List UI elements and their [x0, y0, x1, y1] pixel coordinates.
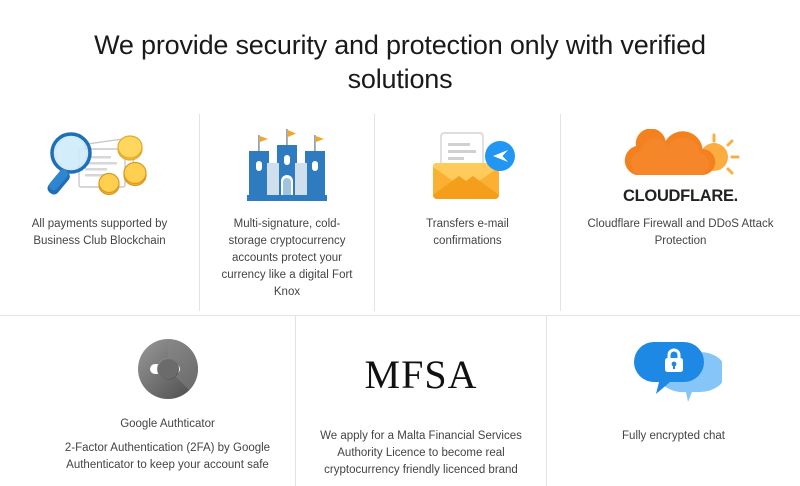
mfsa-wordmark-text: MFSA — [364, 351, 478, 397]
email-envelope-send-icon — [413, 126, 523, 208]
cloudflare-logo-icon — [606, 126, 756, 208]
security-features-page — [0, 18, 800, 486]
feature-card-google-authenticator[interactable] — [40, 316, 295, 486]
feature-caption: We apply for a Malta Financial Services Authority Licence to become real cryptocurrency friendly licenced brand — [320, 430, 522, 477]
feature-card-blockchain-payments[interactable] — [0, 114, 199, 311]
feature-caption: Fully encrypted chat — [622, 430, 725, 443]
features-row-1 — [0, 114, 800, 311]
feature-caption: Cloudflare Firewall and DDoS Attack Protection — [587, 218, 774, 248]
feature-caption: All payments supported by Business Club Blockchain — [31, 218, 168, 248]
feature-card-mfsa-licence[interactable] — [296, 316, 546, 486]
google-authenticator-icon — [130, 328, 206, 410]
magnifier-documents-coins-icon — [35, 126, 165, 208]
mfsa-wordmark-icon — [365, 328, 478, 420]
feature-caption: Transfers e-mail confirmations — [426, 218, 509, 248]
castle-fort-icon — [239, 126, 335, 208]
feature-card-cloudflare[interactable] — [561, 114, 800, 311]
feature-card-cold-storage[interactable] — [200, 114, 374, 311]
feature-caption: 2-Factor Authentication (2FA) by Google Authenticator to keep your account safe — [64, 442, 271, 472]
cloudflare-wordmark: CLOUDFLARE. — [623, 186, 738, 205]
feature-card-email-confirmations[interactable] — [375, 114, 560, 311]
feature-card-encrypted-chat[interactable] — [547, 316, 800, 486]
encrypted-chat-lock-icon — [626, 328, 722, 420]
feature-caption: Multi-signature, cold-storage cryptocurrency accounts protect your currency like a digital Fort Knox — [221, 218, 353, 299]
page-title: We provide security and protection only with verified solutions — [94, 30, 706, 95]
google-authenticator-label: Google Authticator — [120, 418, 215, 431]
row2-left-spacer — [0, 316, 40, 486]
features-row-2 — [0, 316, 800, 486]
